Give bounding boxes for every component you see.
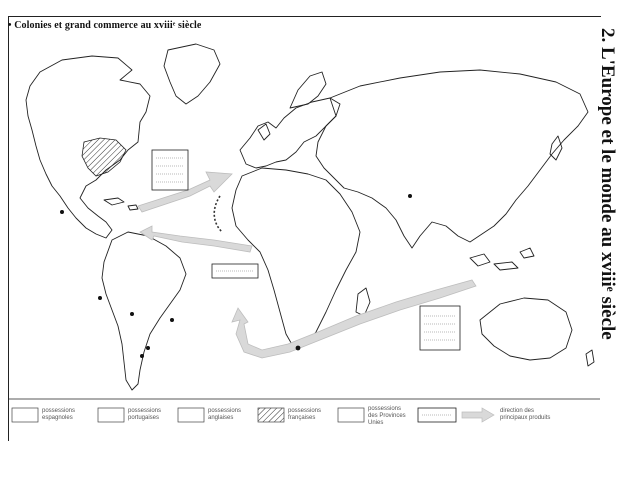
legend-label-dutch-2: des Provinces: [368, 413, 406, 419]
scandinavia-outline: [290, 72, 326, 108]
trading-post: [60, 210, 64, 214]
british-isles-outline: [258, 124, 270, 140]
legend-swatch-products-arrow: [462, 408, 494, 422]
legend-label-english-2: anglaises: [208, 415, 234, 421]
legend-label-spanish-1: possessions: [42, 408, 76, 414]
trading-post: [140, 354, 144, 358]
legend-label-english-1: possessions: [208, 408, 242, 414]
trading-post: [98, 296, 102, 300]
route-europe-africa: [214, 196, 222, 232]
asia-outline: [316, 70, 588, 248]
trading-post: [130, 312, 134, 316]
legend: [12, 406, 550, 426]
trading-post: [408, 194, 412, 198]
legend-label-french-1: possessions: [288, 408, 322, 414]
africa-outline: [232, 168, 360, 348]
legend-label-portuguese-2: portugaises: [128, 415, 160, 421]
legend-label-portuguese-1: possessions: [128, 408, 162, 414]
product-box-north-atlantic: [152, 150, 188, 190]
trading-post: [296, 346, 301, 351]
legend-swatch-spanish: [12, 408, 38, 422]
french-possessions-area: [82, 138, 126, 176]
legend-label-products-2: principaux produits: [500, 415, 551, 421]
legend-label-french-2: françaises: [288, 415, 316, 421]
legend-swatch-french: [258, 408, 284, 422]
product-box-indian-ocean: [420, 306, 460, 350]
legend-swatch-english: [178, 408, 204, 422]
legend-label-spanish-2: espagnoles: [42, 415, 73, 421]
legend-swatch-portuguese: [98, 408, 124, 422]
arrow-africa-to-america: [140, 226, 252, 252]
trading-post: [146, 346, 150, 350]
europe-outline: [240, 98, 340, 168]
caribbean-islands-outline: [104, 198, 138, 210]
legend-label-products-1: direction des: [500, 408, 535, 414]
legend-label-dutch-3: Unies: [368, 420, 384, 426]
south-america-outline: [102, 232, 186, 390]
greenland-outline: [164, 44, 220, 104]
map-title: • Colonies et grand commerce au xviiiᵉ siècle: [8, 20, 202, 31]
legend-swatch-dutch: [338, 408, 364, 422]
new-zealand-outline: [586, 350, 594, 366]
east-indies-outline: [470, 248, 534, 270]
trading-post: [170, 318, 174, 322]
japan-outline: [550, 136, 562, 160]
australia-outline: [480, 298, 572, 360]
legend-label-dutch-1: possessions: [368, 406, 402, 412]
chapter-side-title-text: 2. L'Europe et le monde au xviiiᵉ siècle: [597, 28, 618, 340]
